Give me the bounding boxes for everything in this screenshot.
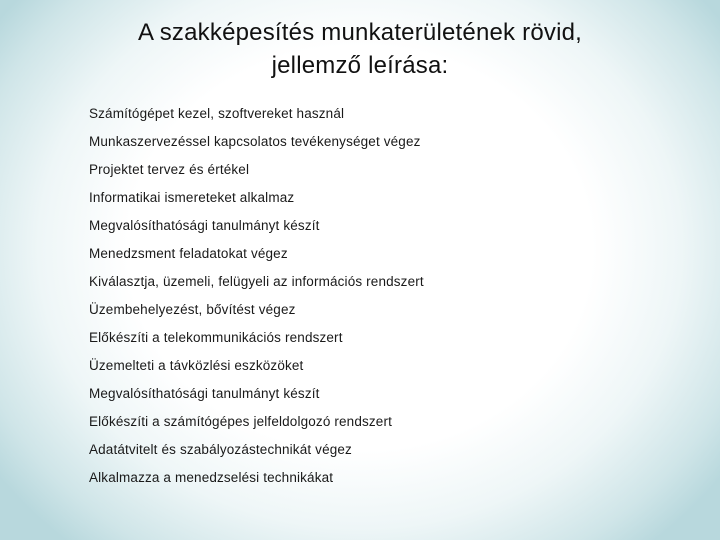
list-item: Munkaszervezéssel kapcsolatos tevékenységet végez xyxy=(89,134,421,149)
list-item: Megvalósíthatósági tanulmányt készít xyxy=(89,386,320,401)
competency-list xyxy=(89,106,424,498)
slide-title-line-2: jellemző leírása: xyxy=(271,52,449,79)
slide-title-line-1: A szakképesítés munkaterületének rövid, xyxy=(137,19,583,46)
list-item: Projektet tervez és értékel xyxy=(89,162,250,177)
list-item: Üzembehelyezést, bővítést végez xyxy=(89,302,296,317)
list-item: Előkészíti a telekommunikációs rendszert xyxy=(89,330,343,345)
list-item: Adatátvitelt és szabályozástechnikát végez xyxy=(89,442,352,457)
list-item: Számítógépet kezel, szoftvereket használ xyxy=(89,106,345,121)
list-item: Üzemelteti a távközlési eszközöket xyxy=(89,358,304,373)
list-item: Informatikai ismereteket alkalmaz xyxy=(89,190,295,205)
list-item: Kiválasztja, üzemeli, felügyeli az információs rendszert xyxy=(89,274,424,289)
list-item: Előkészíti a számítógépes jelfeldolgozó rendszert xyxy=(89,414,393,429)
list-item: Alkalmazza a menedzselési technikákat xyxy=(89,470,334,485)
list-item: Menedzsment feladatokat végez xyxy=(89,246,288,261)
slide-title xyxy=(40,16,680,82)
list-item: Megvalósíthatósági tanulmányt készít xyxy=(89,218,320,233)
